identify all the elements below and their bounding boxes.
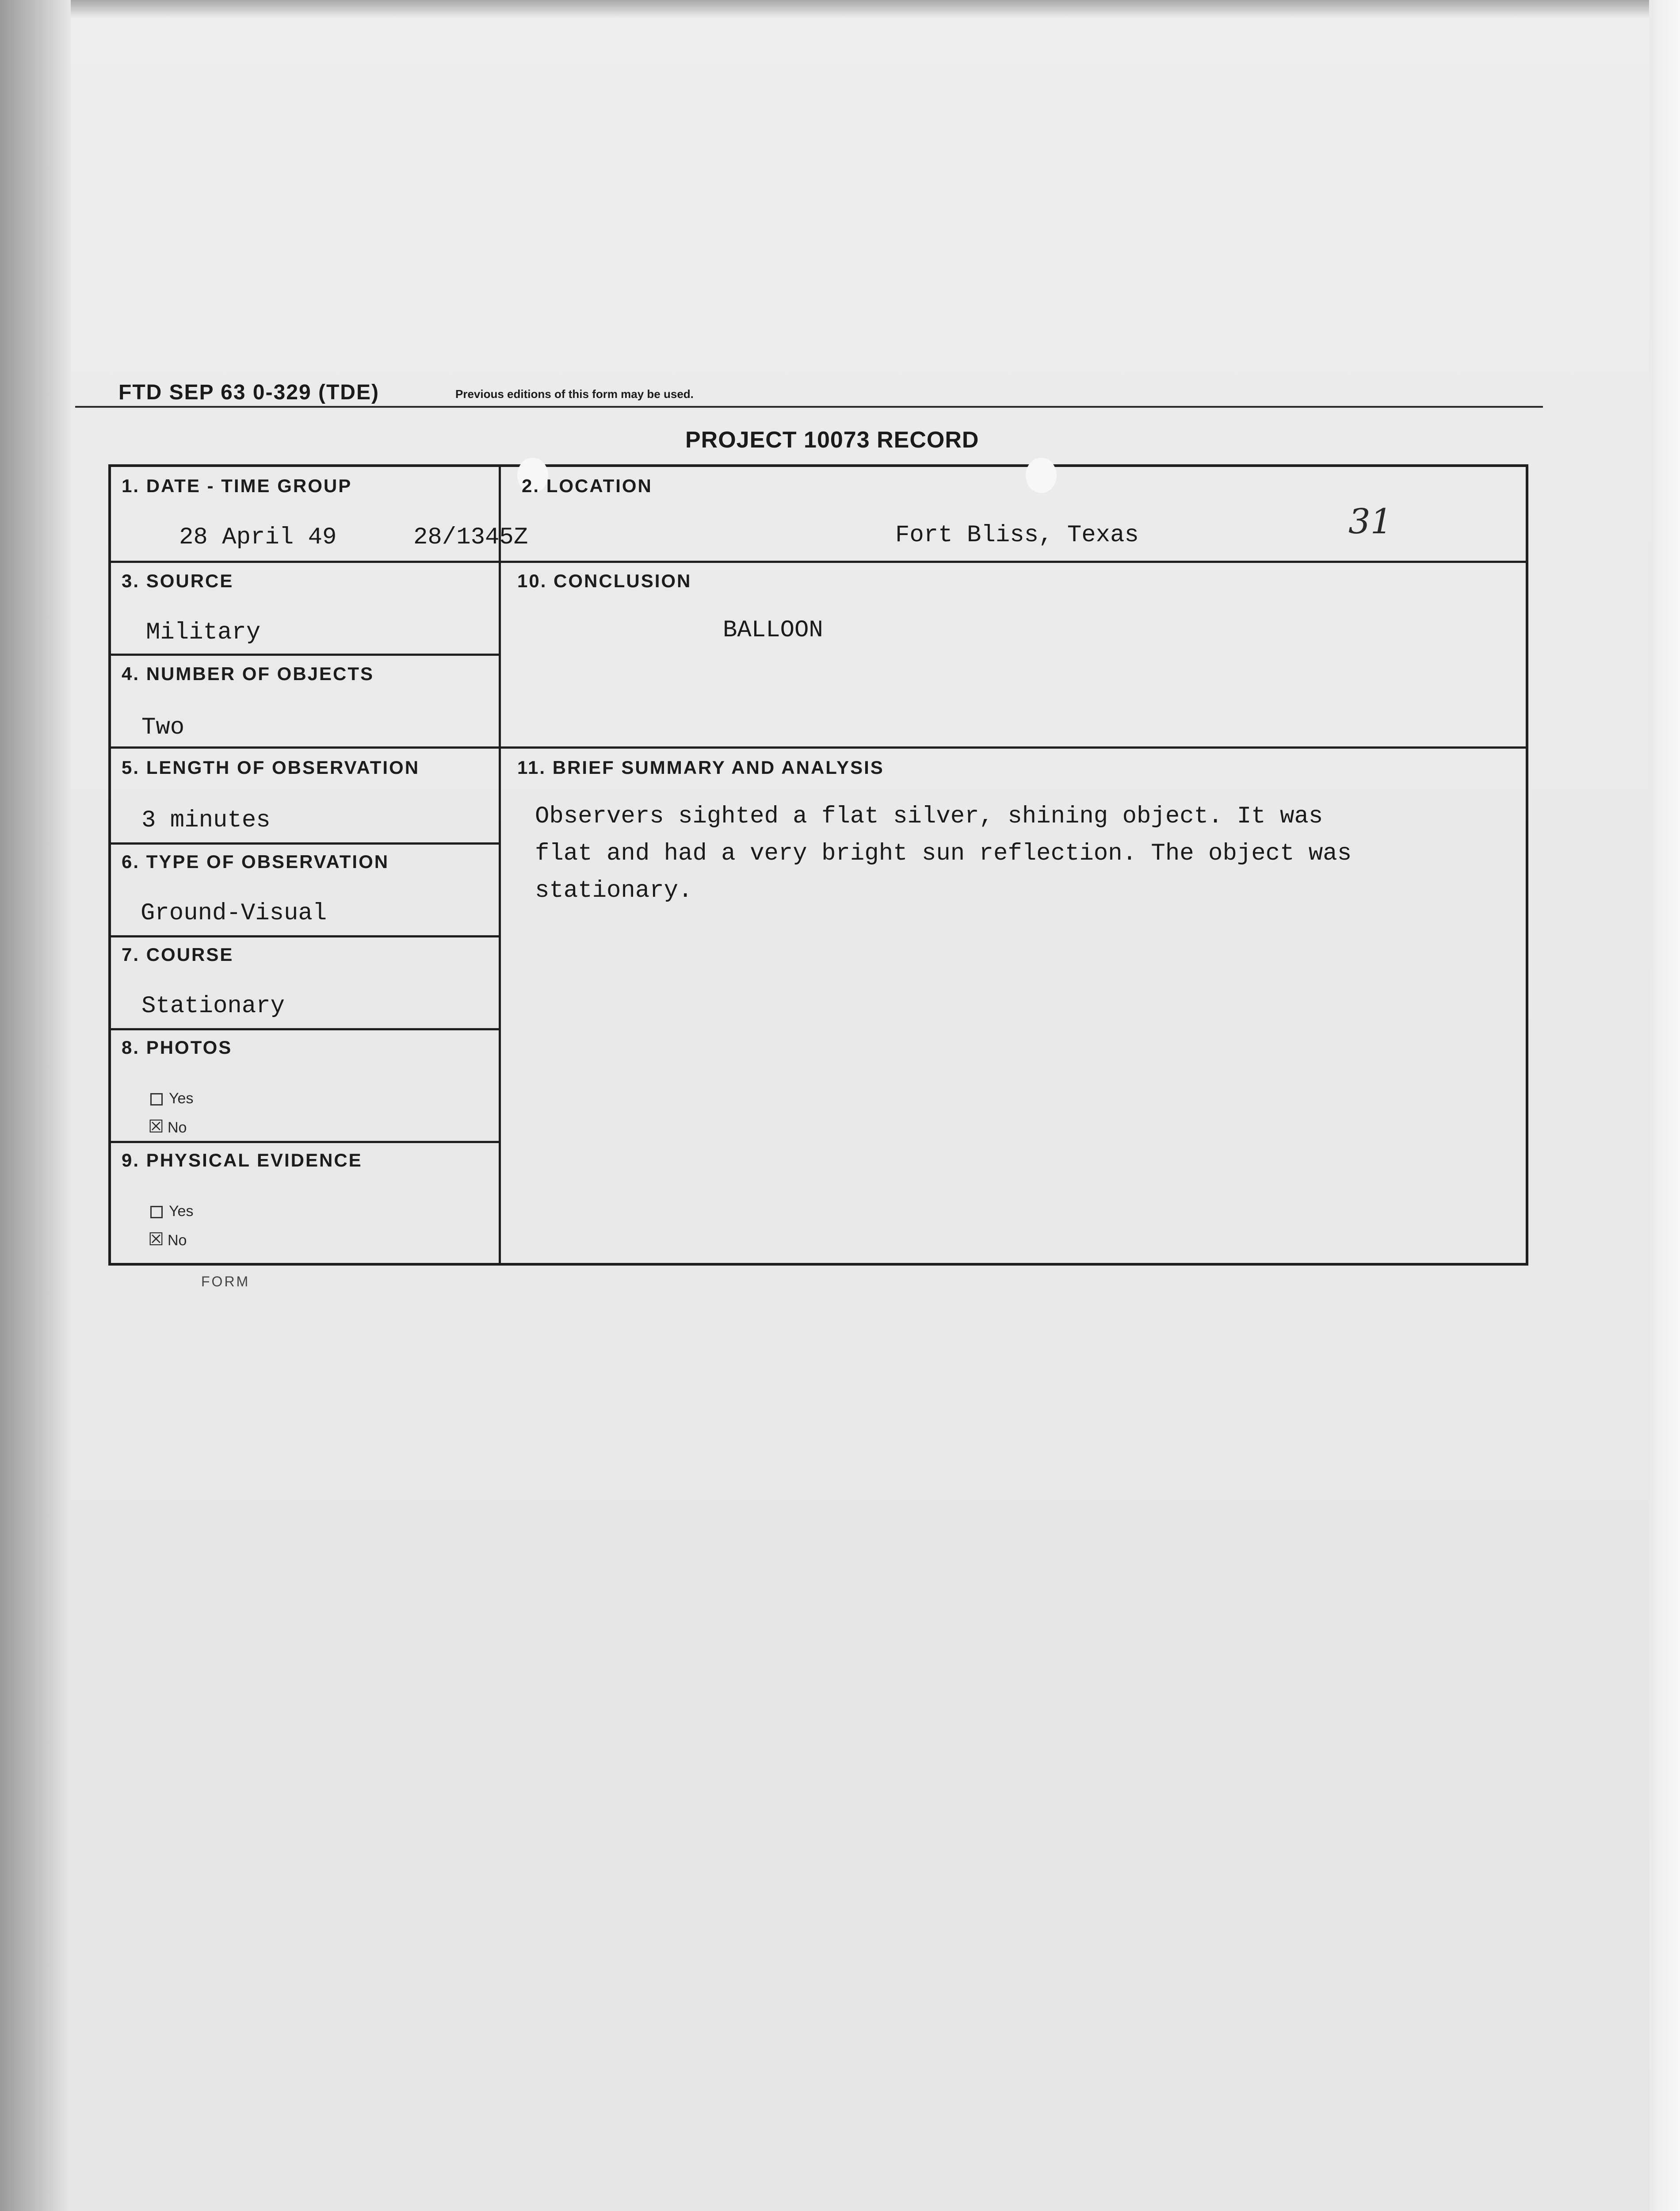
physical-evidence-yes-option [150, 1203, 193, 1220]
checkbox-icon [150, 1093, 163, 1106]
date-time-label: 1. DATE - TIME GROUP [122, 475, 352, 496]
length-bottom-rule [108, 842, 500, 845]
photos-no-option [148, 1117, 187, 1138]
handwritten-number: 31 [1348, 502, 1393, 542]
scan-edge-top [0, 0, 1680, 18]
form-number: FTD SEP 63 0-329 (TDE) [118, 381, 379, 404]
source-label: 3. SOURCE [122, 570, 234, 591]
number-of-objects-label: 4. NUMBER OF OBJECTS [122, 663, 374, 684]
header-rule [75, 406, 1543, 408]
scan-edge-left [0, 0, 71, 2211]
conclusion-value: BALLOON [723, 617, 823, 644]
summary-line: Observers sighted a flat silver, shining object. It was [535, 803, 1323, 830]
course-label: 7. COURSE [122, 944, 234, 965]
location-label: 2. LOCATION [522, 475, 653, 496]
record-title: PROJECT 10073 RECORD [685, 427, 979, 453]
summary-text [535, 798, 1428, 910]
type-bottom-rule [108, 935, 500, 937]
date-bottom-rule [108, 561, 500, 563]
photos-label: 8. PHOTOS [122, 1037, 233, 1058]
course-bottom-rule [108, 1028, 500, 1030]
summary-line: flat and had a very bright sun reflection. The object was [535, 840, 1352, 867]
scan-edge-right [1649, 0, 1680, 2211]
checkbox-icon [150, 1206, 163, 1218]
summary-label: 11. BRIEF SUMMARY AND ANALYSIS [517, 757, 884, 778]
summary-line: stationary. [535, 877, 693, 904]
form-note: Previous editions of this form may be used. [455, 387, 694, 401]
source-bottom-rule [108, 654, 500, 656]
footer-form-label: FORM [201, 1274, 250, 1289]
time-value: 28/1345Z [413, 524, 528, 551]
type-of-observation-value: Ground-Visual [141, 900, 327, 927]
physical-evidence-no-label: No [168, 1232, 187, 1249]
photos-bottom-rule [108, 1141, 500, 1143]
photos-yes-label: Yes [169, 1090, 194, 1107]
checked-x-icon: ☒ [148, 1118, 164, 1138]
conclusion-label: 10. CONCLUSION [517, 570, 692, 591]
checked-x-icon: ☒ [148, 1231, 164, 1251]
location-bottom-rule [499, 561, 1526, 563]
conclusion-bottom-rule [499, 746, 1526, 749]
physical-evidence-label: 9. PHYSICAL EVIDENCE [122, 1150, 363, 1171]
physical-evidence-no-option [148, 1229, 187, 1251]
number-of-objects-value: Two [141, 714, 185, 741]
location-value: Fort Bliss, Texas [895, 522, 1139, 549]
date-value: 28 April 49 [179, 524, 337, 551]
scan-smudge [1026, 458, 1057, 493]
source-value: Military [146, 619, 261, 646]
objects-bottom-rule [108, 746, 500, 749]
physical-evidence-yes-label: Yes [169, 1203, 194, 1220]
course-value: Stationary [141, 993, 285, 1020]
column-divider [499, 464, 501, 1263]
type-of-observation-label: 6. TYPE OF OBSERVATION [122, 851, 389, 872]
length-of-observation-label: 5. LENGTH OF OBSERVATION [122, 757, 420, 778]
photos-no-label: No [168, 1119, 187, 1136]
photos-yes-option [150, 1090, 193, 1107]
length-of-observation-value: 3 minutes [141, 807, 271, 834]
